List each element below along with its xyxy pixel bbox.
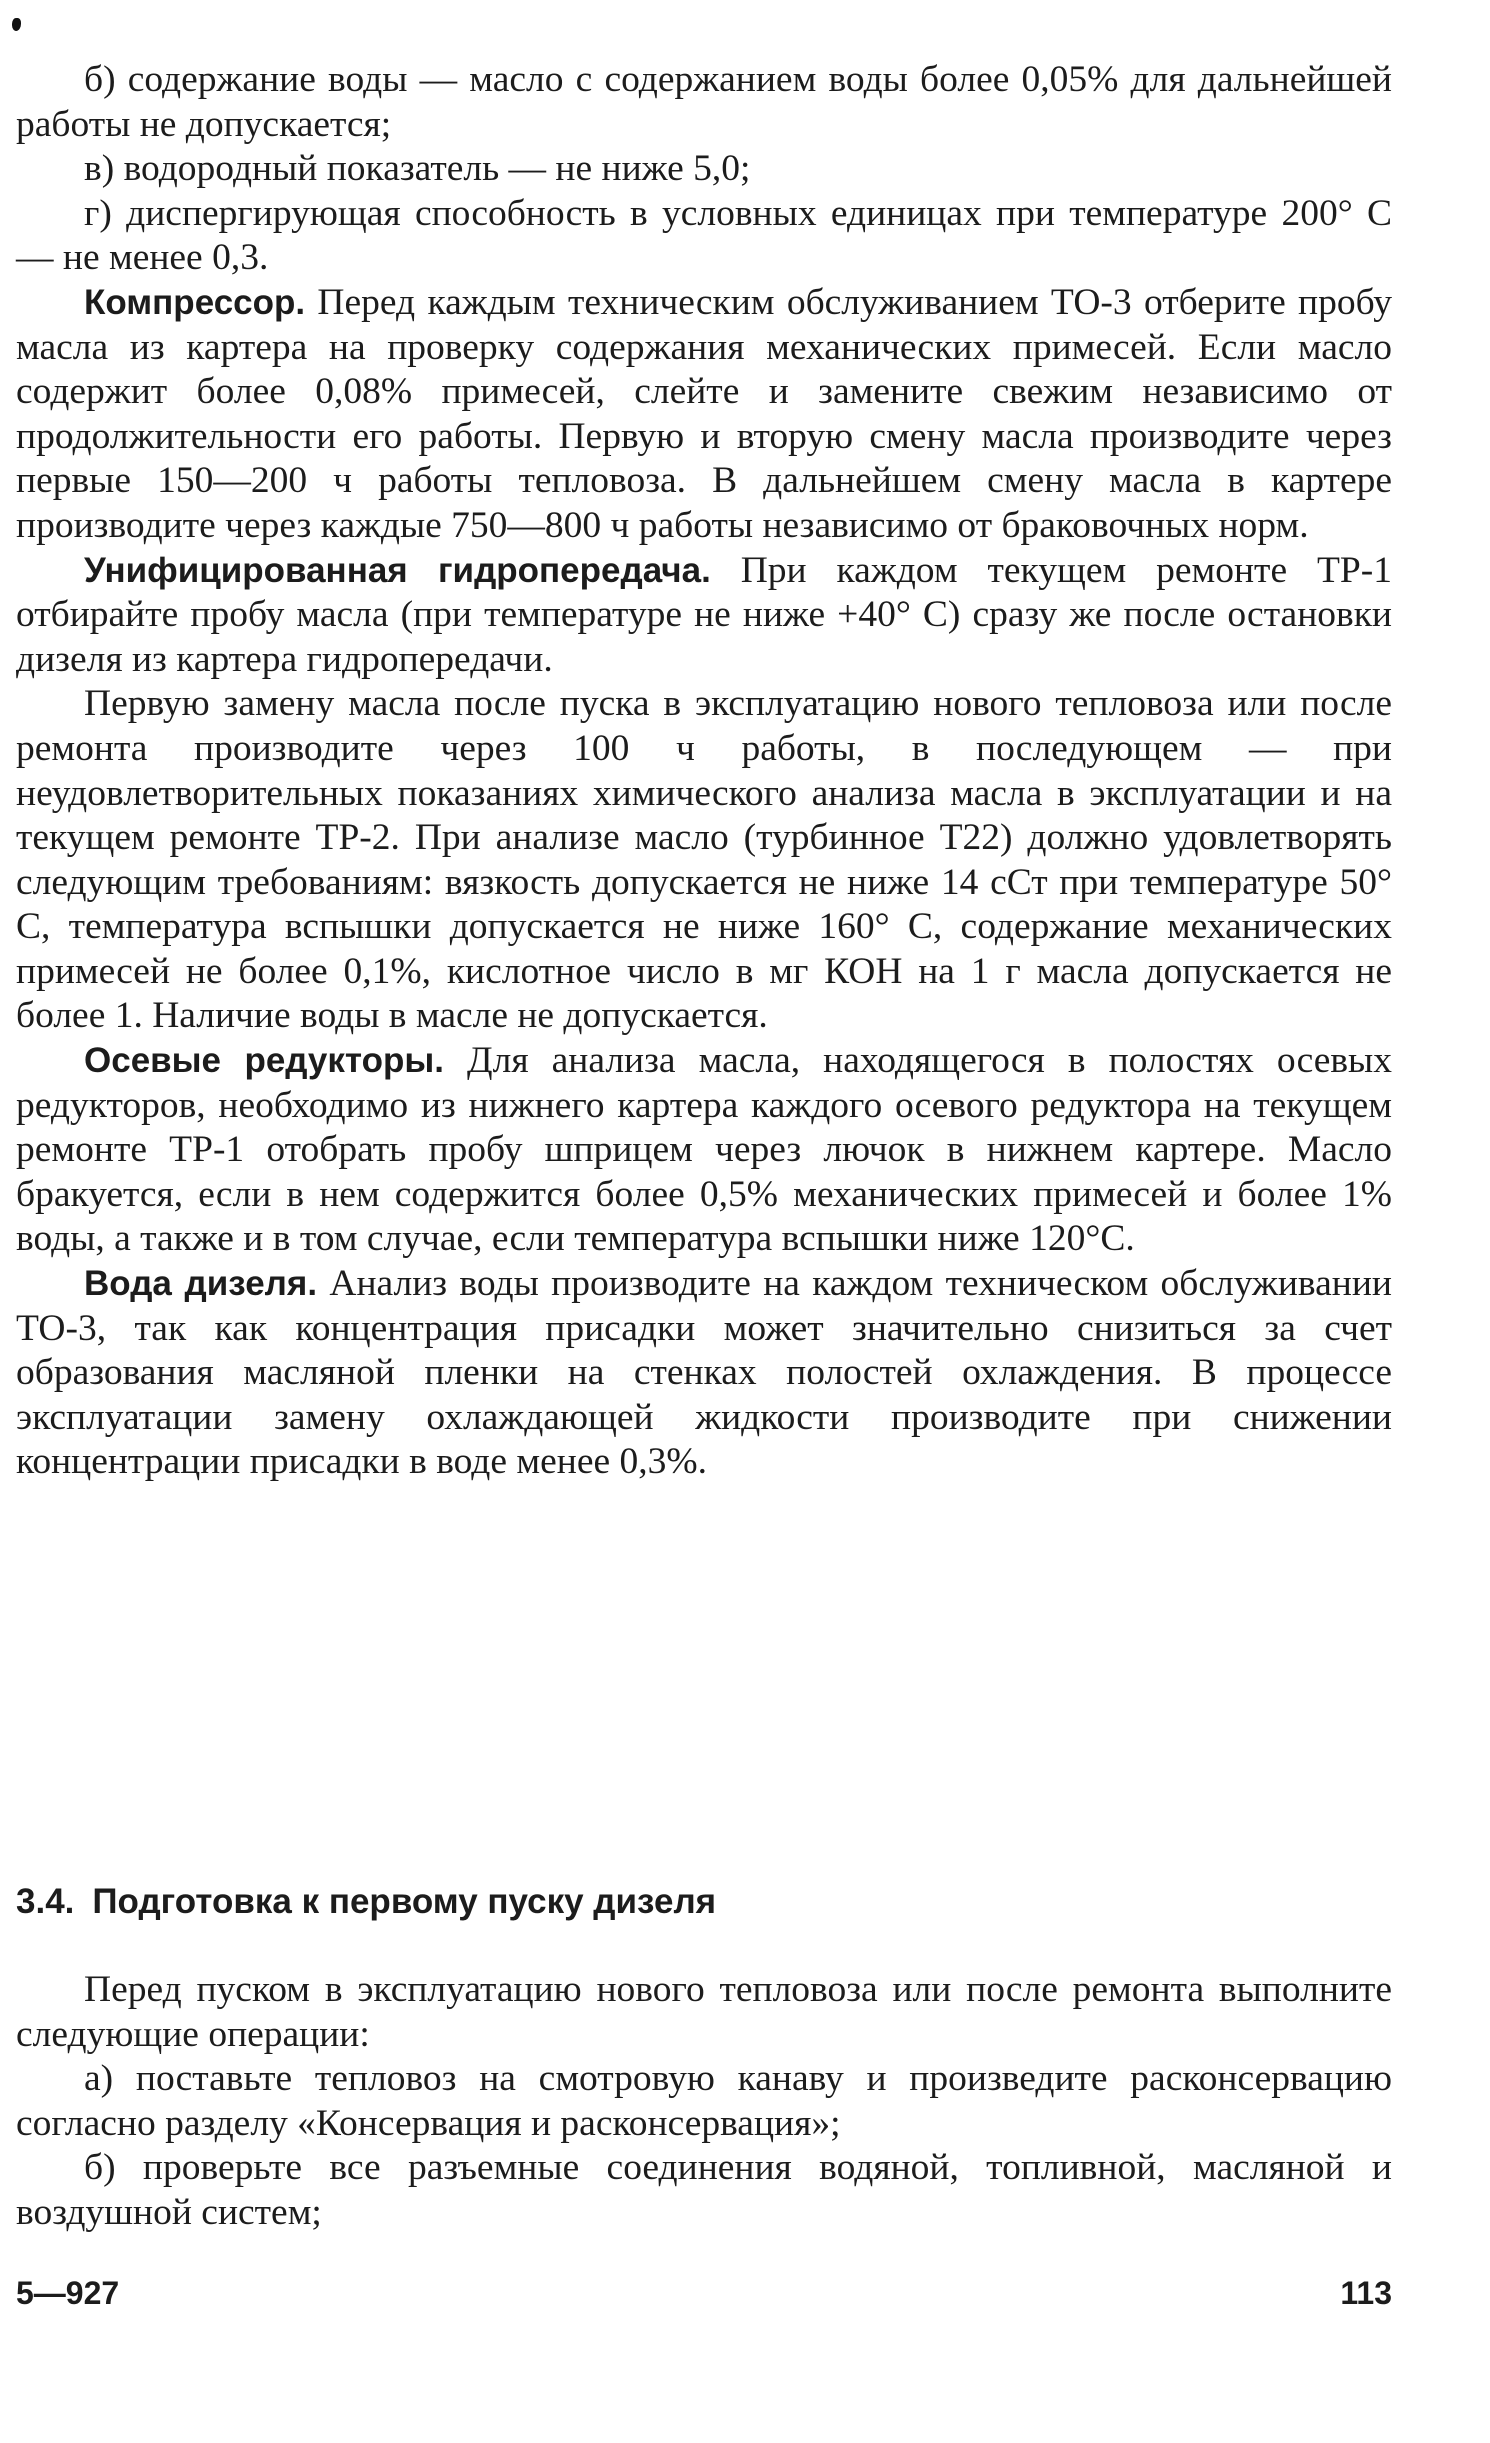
paragraph-step-a: а) поставьте тепловоз на смотровую канаву и произведите расконсервацию согласно разделу «Консервация и расконсервация»; <box>16 2058 1392 2144</box>
printer-signature: 5—927 <box>16 2275 120 2311</box>
paragraph-item-g <box>16 192 1392 281</box>
paragraph-item-b <box>16 58 1392 147</box>
section-title: Подготовка к первому пуску дизеля <box>92 1882 717 1921</box>
paragraph-step-b: б) проверьте все разъемные соединения водяной, топливной, масляной и воздушной систем; <box>16 2147 1392 2233</box>
paragraph-text: г) диспергирующая способность в условных единицах при температуре 200° С — не менее 0,3. <box>16 192 1392 279</box>
print-speck <box>12 18 21 31</box>
paragraph-lead: Вода дизеля. <box>84 1264 318 1304</box>
paragraph-lead: Унифицированная гидропередача. <box>84 550 711 590</box>
paragraph-hydro-transmission <box>16 549 1392 683</box>
paragraph-axle-reducers <box>16 1039 1392 1262</box>
paragraph-text: Перед каждым техническим обслуживанием ТО-3 отберите пробу масла из картера на проверку содержания механических примесей. Если масло содержит более 0,08% примесей, слейте и замените свежим независимо от продолжительности его работы. Первую и вторую смену масла производите через первые 150—200 ч работы тепловоза. В дальнейшем смену масла в картере производите через каждые 750—800 ч работы независимо от браковочных норм. <box>16 281 1392 546</box>
paragraph-text: Для анализа масла, находящегося в полостях осевых редукторов, необходимо из нижнего картера каждого осевого редуктора на текущем ремонте ТР-1 отобрать пробу шприцем через лючок в нижнем картере. Масло бракуется, если в нем содержится более 0,5% механических примесей и более 1% воды, а также и в том случае, если температура вспышки ниже 120°С. <box>16 1040 1392 1260</box>
paragraph-text: Анализ воды производите на каждом техническом обслуживании ТО-3, так как концентрация присадки может значительно снизиться за счет образования масляной пленки на стенках полостей охлаждения. В процессе эксплуатации замену охлаждающей жидкости производите при снижении концентрации присадки в воде менее 0,3%. <box>16 1263 1392 1483</box>
paragraph-compressor <box>16 281 1392 549</box>
paragraph-diesel-water <box>16 1262 1392 1485</box>
paragraph-lead: Осевые редукторы. <box>84 1041 444 1081</box>
paragraph-intro: Перед пуском в эксплуатацию нового тепловоза или после ремонта выполните следующие операции: <box>16 1969 1392 2055</box>
section-number: 3.4. <box>16 1882 75 1921</box>
paragraph-text: Первую замену масла после пуска в эксплуатацию нового тепловоза или после ремонта производите через 100 ч работы, в последующем — при неудовлетворительных показаниях химического анализа масла в эксплуатации и на текущем ремонте ТР-2. При анализе масло (турбинное Т22) должно удовлетворять следующим требованиям: вязкость допускается не ниже 14 сСт при температуре 50° С, температура вспышки допускается не ниже 160° С, содержание механических примесей не более 0,1%, кислотное число в мг КОН на 1 г масла допускается не более 1. Наличие воды в масле не допускается. <box>16 683 1392 1037</box>
section-text-block <box>16 1968 1392 2236</box>
paragraph-lead: Компрессор. <box>84 282 306 322</box>
section-heading <box>16 1878 1392 1926</box>
main-text-block <box>16 58 1392 1485</box>
page-number: 113 <box>1340 2275 1392 2311</box>
paragraph-text: При каждом текущем ремонте ТР-1 отбирайте пробу масла (при температуре не ниже +40° С) сразу же после остановки дизеля из картера гидропередачи. <box>16 549 1392 680</box>
paragraph-first-oil-change <box>16 682 1392 1039</box>
paragraph-text: б) содержание воды — масло с содержанием воды более 0,05% для дальнейшей работы не допускается; <box>16 59 1392 145</box>
paragraph-text: в) водородный показатель — не ниже 5,0; <box>84 148 751 190</box>
paragraph-item-v <box>16 147 1392 192</box>
